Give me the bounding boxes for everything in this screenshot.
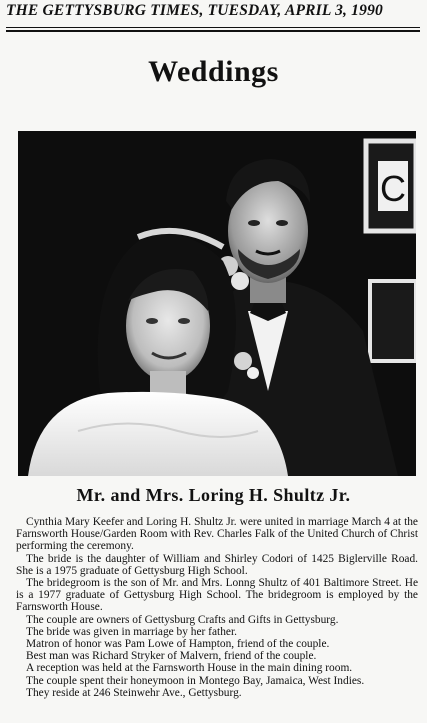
article-paragraph: The couple spent their honeymoon in Montego Bay, Jamaica, West Indies. xyxy=(26,674,365,687)
article-paragraph: The bride was given in marriage by her father. xyxy=(26,625,237,638)
wedding-photo xyxy=(18,131,416,476)
photo-caption: Mr. and Mrs. Loring H. Shultz Jr. xyxy=(76,485,351,505)
article-paragraph: They reside at 246 Steinwehr Ave., Gettysburg. xyxy=(26,686,242,699)
article-body xyxy=(16,516,418,699)
article-paragraph: Cynthia Mary Keefer and Loring H. Shultz Jr. were united in marriage March 4 at the Farnsworth House/Garden Room with Rev. Charles Falk of the United Church of Christ performing the ceremony. xyxy=(16,516,418,553)
article-paragraph: Matron of honor was Pam Lowe of Hampton, friend of the couple. xyxy=(26,638,330,651)
article-paragraph: Best man was Richard Stryker of Malvern, friend of the couple. xyxy=(26,650,317,663)
article-paragraph: The bridegroom is the son of Mr. and Mrs. Lonng Shultz of 401 Baltimore Street. He is a 1977 graduate of Gettysburg High School. The bridegroom is employed by the Farnsworth House. xyxy=(16,577,418,614)
newspaper-masthead: THE GETTYSBURG TIMES, TUESDAY, APRIL 3, 1990 xyxy=(6,2,383,19)
masthead-rule-bottom xyxy=(6,30,420,32)
section-title: Weddings xyxy=(148,55,279,88)
svg-text:C: C xyxy=(380,168,406,209)
masthead-rule-top xyxy=(6,27,420,28)
article-paragraph: A reception was held at the Farnsworth House in the main dining room. xyxy=(26,662,353,675)
article-paragraph: The couple are owners of Gettysburg Crafts and Gifts in Gettysburg. xyxy=(26,613,339,626)
article-paragraph: The bride is the daughter of William and Shirley Codori of 1425 Biglerville Road. She is a 1975 graduate of Gettysburg High School. xyxy=(16,552,418,577)
